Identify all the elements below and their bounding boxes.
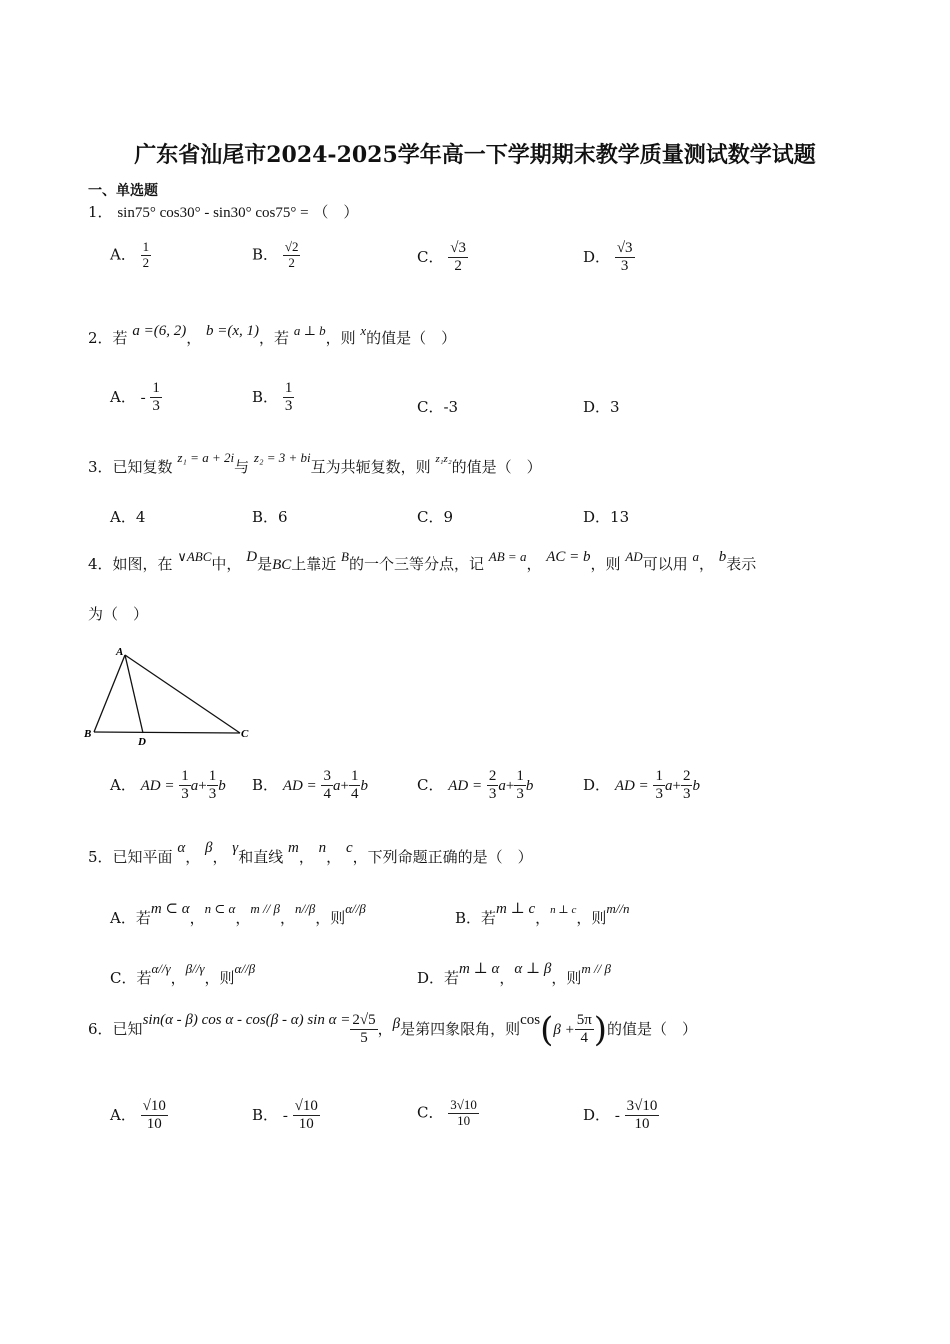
- numerator: 1: [142, 239, 150, 254]
- denominator: 5: [360, 1030, 368, 1047]
- complex-z1: z₁ = a + 2i: [177, 450, 235, 465]
- side-ab: [94, 655, 125, 732]
- conclusion: m // β: [581, 961, 611, 976]
- option-label: D．: [583, 1105, 611, 1124]
- answer-blank: （ ）: [313, 203, 359, 221]
- fraction: [321, 768, 333, 804]
- text: ，: [235, 909, 251, 927]
- text: 和直线: [238, 848, 284, 866]
- option-b[interactable]: [455, 901, 630, 928]
- text: ，则: [204, 969, 235, 987]
- question-number: 6．: [88, 1019, 113, 1038]
- text: ，若: [259, 329, 290, 347]
- denominator: 3: [152, 398, 160, 415]
- question-5: [88, 840, 533, 867]
- text: 上靠近: [291, 555, 337, 573]
- fraction: [448, 1098, 479, 1129]
- option-b[interactable]: [252, 380, 294, 416]
- premise: m ⊂ α: [150, 901, 190, 917]
- question-2: [88, 323, 457, 348]
- sign: -: [282, 1107, 288, 1124]
- fraction: [283, 240, 301, 271]
- option-label: A．: [110, 775, 136, 794]
- question-4: [88, 549, 757, 574]
- denominator: 4: [350, 786, 359, 803]
- numerator: √3: [615, 240, 635, 258]
- numerator: 1: [653, 768, 665, 786]
- text: 的值是（ ）: [451, 458, 542, 476]
- numerator: 1: [283, 380, 295, 398]
- text: ，: [698, 555, 714, 573]
- plus: +: [505, 777, 515, 794]
- segment-ad: [125, 655, 143, 733]
- option-label: C．: [417, 1103, 444, 1122]
- plane-alpha: α: [177, 840, 186, 856]
- denominator: 3: [682, 786, 691, 803]
- premise: β//γ: [185, 961, 205, 976]
- sign: -: [614, 1107, 620, 1124]
- question-number: 4．: [88, 555, 113, 573]
- text: 若: [112, 329, 128, 347]
- question-3: [88, 450, 542, 477]
- numerator: 1: [207, 768, 219, 786]
- cos: cos: [520, 1011, 541, 1028]
- numerator: 5π: [575, 1012, 594, 1030]
- question-1: [88, 201, 358, 222]
- side-bc: [94, 732, 240, 733]
- text: 已知复数: [112, 458, 173, 476]
- denominator: 3: [284, 398, 293, 415]
- option-value: -3: [443, 398, 459, 416]
- numerator: 2: [487, 768, 499, 786]
- lhs: AD =: [614, 777, 649, 794]
- numerator: 3√10: [625, 1098, 660, 1116]
- text: ，: [298, 848, 314, 866]
- plane-beta: β: [205, 840, 213, 856]
- option-c[interactable]: [417, 1098, 479, 1129]
- fraction: [349, 768, 361, 804]
- option-a[interactable]: A．4: [110, 508, 146, 526]
- denominator: 10: [634, 1116, 650, 1133]
- text: 可以用: [642, 555, 688, 573]
- text: ，则: [551, 969, 582, 987]
- vector-a: a: [498, 777, 506, 794]
- side-ac: [125, 655, 240, 733]
- option-label: D．: [583, 398, 611, 416]
- segment-bc: BC: [272, 557, 292, 573]
- inner-expression: β +: [553, 1021, 575, 1038]
- vector-ab: AB = a: [488, 549, 527, 564]
- plus: +: [198, 777, 207, 794]
- option-c[interactable]: [417, 396, 458, 417]
- numerator: 1: [150, 380, 162, 398]
- given-expression: sin(α - β) cos α - cos(β - α) sin α =: [142, 1011, 351, 1028]
- fraction: [207, 768, 219, 804]
- text: ，: [279, 909, 295, 927]
- sign: -: [140, 389, 146, 406]
- option-label: C．: [417, 775, 444, 794]
- vector-ad: AD: [625, 549, 643, 564]
- label-c: C: [241, 728, 249, 740]
- premise: n ⊂ α: [204, 901, 236, 916]
- denominator: 10: [298, 1116, 314, 1133]
- denominator: 10: [146, 1116, 162, 1133]
- fraction: [179, 768, 191, 804]
- text: ，则: [325, 329, 356, 347]
- vector-b: b: [218, 777, 226, 794]
- point-d: D: [246, 549, 258, 565]
- text: 如图，在: [112, 555, 173, 573]
- fraction: [283, 380, 295, 416]
- text: 与: [234, 458, 250, 476]
- text: 是第四象限角，则: [400, 1019, 521, 1038]
- option-label: D．若: [417, 969, 460, 987]
- option-a[interactable]: [110, 901, 366, 928]
- complex-z2: z₂ = 3 + bi: [253, 450, 311, 465]
- denominator: 3: [488, 786, 497, 803]
- option-b[interactable]: [252, 1098, 320, 1134]
- triangle-abc: ∨ABC: [177, 549, 212, 564]
- premise: α//γ: [151, 961, 171, 976]
- line-n: n: [318, 840, 327, 856]
- numerator: 1: [349, 768, 361, 786]
- denominator: 3: [516, 786, 524, 803]
- text: ，: [186, 329, 202, 347]
- page-title: 广东省汕尾市2024-2025学年高一下学期期末教学质量测试数学试题: [134, 142, 816, 168]
- vector-ac: AC = b: [546, 549, 591, 565]
- option-label: B．若: [455, 909, 497, 927]
- premise: m ⊥ α: [459, 961, 500, 977]
- fraction: [350, 1012, 377, 1048]
- plus: +: [672, 777, 681, 794]
- question-number: 5．: [88, 848, 113, 866]
- text: 互为共轭复数，则: [310, 458, 431, 476]
- vector-a: a: [190, 777, 199, 794]
- condition: a ⊥ b: [293, 323, 326, 338]
- option-c[interactable]: [417, 768, 533, 804]
- option-label: A．若: [110, 909, 151, 927]
- option-label: C．若: [110, 969, 152, 987]
- fraction: [150, 380, 162, 416]
- conclusion: m//n: [606, 901, 630, 916]
- premise: m // β: [250, 901, 280, 916]
- fraction: [514, 768, 526, 804]
- option-a[interactable]: [110, 380, 162, 416]
- numerator: √3: [448, 240, 468, 258]
- fraction: [141, 240, 152, 271]
- label-d: D: [138, 736, 146, 748]
- label-a: A: [116, 646, 124, 658]
- option-a[interactable]: [110, 240, 151, 271]
- option-label: B．: [252, 245, 279, 264]
- numerator: 3√10: [450, 1097, 477, 1112]
- denominator: 2: [142, 254, 150, 270]
- option-d[interactable]: [583, 768, 700, 804]
- question-number: 2．: [88, 329, 113, 347]
- denominator: 4: [323, 786, 331, 803]
- option-b[interactable]: [252, 240, 300, 271]
- question-expression: sin75° cos30° - sin30° cos75° =: [117, 205, 309, 221]
- option-label: A．: [110, 387, 136, 406]
- plus: +: [340, 777, 349, 794]
- text: 的一个三等分点，记: [349, 555, 485, 573]
- option-d[interactable]: [583, 240, 635, 276]
- option-label: B．: [252, 775, 279, 794]
- text: ，: [212, 848, 228, 866]
- text: ，: [189, 909, 205, 927]
- premise: α ⊥ β: [514, 961, 552, 977]
- text: ，: [526, 555, 542, 573]
- question-6: [88, 1009, 698, 1050]
- lhs: AD =: [282, 777, 317, 794]
- fraction: [575, 1012, 594, 1048]
- denominator: 2: [454, 258, 462, 275]
- variable-x: x: [360, 323, 367, 338]
- vector-a: a =(6, 2): [132, 323, 187, 339]
- question-number: 1．: [88, 203, 113, 221]
- option-value: 3: [610, 398, 620, 416]
- text: ，: [185, 848, 201, 866]
- option-label: D．: [583, 247, 611, 266]
- fraction: [293, 1098, 320, 1134]
- denominator: 3: [620, 258, 629, 275]
- vector-b: b: [525, 777, 534, 794]
- text: ，则: [315, 909, 346, 927]
- text: ，: [326, 848, 342, 866]
- option-label: C．: [417, 398, 444, 416]
- text: ，: [377, 1019, 393, 1038]
- option-d[interactable]: [417, 961, 611, 988]
- denominator: 3: [181, 786, 189, 803]
- vector-a: a: [332, 777, 341, 794]
- option-a[interactable]: [110, 768, 226, 804]
- lhs: AD =: [140, 777, 175, 794]
- denominator: 3: [655, 786, 663, 803]
- triangle-figure: [80, 640, 260, 750]
- conclusion: α//β: [234, 961, 256, 976]
- denominator: 3: [208, 786, 217, 803]
- text: ，下列命题正确的是（ ）: [352, 848, 533, 866]
- right-paren: ): [593, 1009, 608, 1050]
- numerator: 2: [681, 768, 693, 786]
- vector-b: b =(x, 1): [206, 323, 260, 339]
- denominator: 10: [457, 1112, 471, 1128]
- angle-beta: β: [392, 1015, 401, 1032]
- option-label: C．: [417, 247, 444, 266]
- text: 的值是（ ）: [607, 1019, 698, 1038]
- text: 表示: [726, 555, 757, 573]
- option-label: B．: [252, 1105, 279, 1124]
- vector-a: a: [692, 549, 699, 564]
- vector-b: b: [718, 549, 727, 565]
- option-label: D．: [583, 775, 611, 794]
- fraction: [653, 768, 665, 804]
- option-a[interactable]: [110, 1098, 168, 1134]
- option-label: A．: [110, 245, 136, 264]
- premise: n ⊥ c: [550, 904, 577, 916]
- option-c[interactable]: C．9: [417, 508, 454, 526]
- option-b[interactable]: [252, 768, 368, 804]
- numerator: √10: [293, 1098, 320, 1116]
- conclusion: α//β: [345, 901, 366, 916]
- option-d[interactable]: D．13: [583, 508, 630, 526]
- option-d[interactable]: [583, 396, 620, 417]
- text: 中，: [211, 555, 242, 573]
- line-m: m: [288, 840, 299, 856]
- point-b: B: [341, 549, 349, 564]
- numerator: √10: [141, 1098, 168, 1116]
- vector-a: a: [664, 777, 673, 794]
- text: ，: [535, 909, 551, 927]
- fraction: [681, 768, 693, 804]
- vector-b: b: [360, 777, 368, 794]
- text: 的值是（ ）: [366, 329, 457, 347]
- denominator: 2: [288, 254, 295, 270]
- text: 已知: [112, 1019, 143, 1038]
- option-c[interactable]: [417, 240, 468, 276]
- numerator: 1: [514, 768, 526, 786]
- numerator: 2√5: [350, 1012, 377, 1030]
- question-4-continued: 为（ ）: [88, 605, 149, 623]
- fraction: [487, 768, 499, 804]
- section-heading: 一、单选题: [88, 183, 158, 199]
- question-number: 3．: [88, 458, 113, 476]
- option-c[interactable]: [110, 961, 256, 988]
- fraction: [625, 1098, 660, 1134]
- numerator: 1: [179, 768, 191, 786]
- fraction: [141, 1098, 168, 1134]
- vector-b: b: [692, 777, 700, 794]
- text: 已知平面: [112, 848, 173, 866]
- option-label: B．: [252, 387, 279, 406]
- product: z₁z₂: [435, 453, 452, 465]
- premise: m ⊥ c: [496, 901, 536, 917]
- line-c: c: [345, 840, 353, 856]
- text: ，: [170, 969, 186, 987]
- text: ，则: [590, 555, 621, 573]
- denominator: 4: [580, 1030, 588, 1047]
- lhs: AD =: [448, 777, 483, 794]
- option-label: A．: [110, 1105, 136, 1124]
- premise: n//β: [294, 901, 316, 916]
- text: ，: [499, 969, 515, 987]
- left-paren: (: [540, 1009, 554, 1050]
- plane-gamma: γ: [232, 840, 239, 856]
- text: ，则: [576, 909, 607, 927]
- numerator: √2: [284, 239, 299, 254]
- label-b: B: [84, 728, 92, 740]
- fraction: [448, 240, 468, 276]
- text: 是: [257, 555, 273, 573]
- numerator: 3: [321, 768, 333, 786]
- fraction: [615, 240, 635, 276]
- option-d[interactable]: [583, 1098, 659, 1134]
- option-b[interactable]: B．6: [252, 508, 288, 526]
